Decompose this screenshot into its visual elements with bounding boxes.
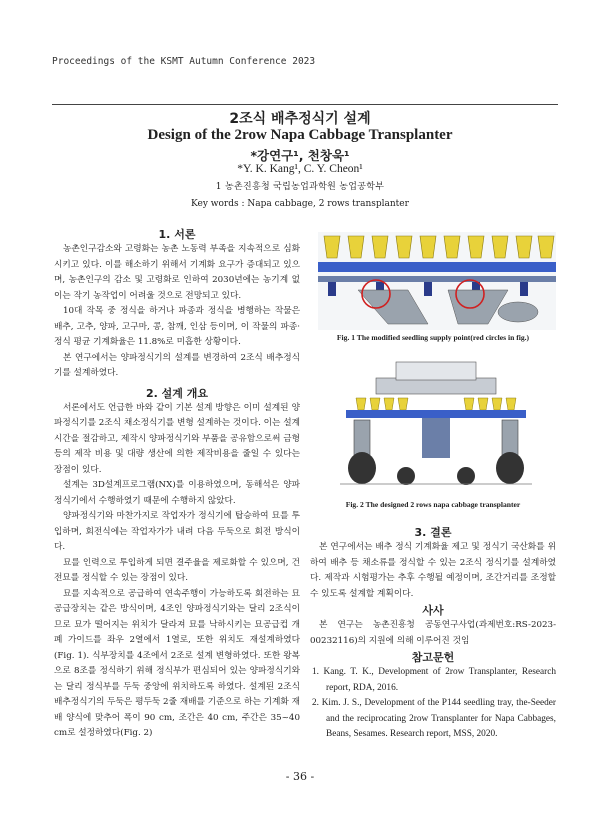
paragraph: 농촌인구감소와 고령화는 농촌 노동력 부족을 지속적으로 심화시키고 있다. 이를 해소하기 위해서 기계화 요구가 증대되고 있으며, 농촌인구의 감소 및 고령화로 인하여 2030년에는 농기계 없이는 작기 농작업이 어려울 것으로 전망되고 있다. [54, 244, 300, 301]
left-column [54, 226, 300, 742]
figure-2-transplanter [336, 350, 536, 492]
authors-english: *Y. K. Kang¹, C. Y. Cheon¹ [237, 163, 363, 175]
section-heading-references: 참고문헌 [411, 651, 455, 664]
reference-item: 1. Kang. T. K., Development of 2row Transplanter, Research report, RDA, 2016. [312, 667, 556, 693]
figure-1-caption: Fig. 1 The modified seedling supply point(red circles in fig.) [336, 333, 530, 342]
paragraph: 양파정식기와 마찬가지로 작업자가 정식기에 탑승하여 묘를 투입하며, 회전식에는 작업자가가 내려 다음 두둑으로 회전 방식이다. [54, 511, 300, 552]
title-english: Design of the 2row Napa Cabbage Transplanter [147, 127, 453, 143]
figure-1-seedling-supply [318, 232, 556, 330]
authors-korean: *강연구¹, 천창욱¹ [250, 148, 350, 163]
paragraph: 묘를 지속적으로 공급하여 연속주행이 가능하도록 회전하는 묘 공급장치는 같은 방식이며, 4조인 양파정식기와는 달리 2조식이므로 묘가 떨어지는 위치가 달라져 묘를 낙하시키는 묘공급컵 개폐 가이드를 좌우 2열에서 1열로, 또한 위치도 재설계하였다(Fig. 1). 식부장치를 4조에서 2조로 설계 변형하였다. 또한 왕복으로 8조를 정식하기 위해 정식부가 편심되어 있는 양파정식기와는 달리 정식부를 두둑 중앙에 위치하도록 하였다. 설계된 2조식 배추정식기의 두둑은 평두둑 2줄 재배를 기준으로 하는 기계화 재배 양식에 맞추어 폭이 90 cm, 조간은 40 cm, 주간은 35~40 cm로 설정하였다(Fig. 2) [54, 588, 300, 738]
affiliation: 1 농촌진흥청 국립농업과학원 농업공학부 [215, 182, 385, 192]
right-column [310, 524, 556, 743]
section-heading-acknowledgment: 사사 [422, 604, 444, 617]
paragraph: 본 연구에서는 배추 정식 기계화율 제고 및 정식기 국산화를 위하여 배추 등 채소류를 정식할 수 있는 2조식 정식기를 설계하였다. 제작과 시험평가는 추후 수행될 예정이며, 조간거리를 조정할 수 있도록 설계할 계획이다. [310, 542, 556, 599]
figure-2-caption: Fig. 2 The designed 2 rows napa cabbage transplanter [345, 500, 521, 509]
header-rule [52, 104, 558, 105]
paragraph: 묘를 인력으로 투입하게 되면 결주율을 제로화할 수 있으며, 건전묘를 정식할 수 있는 장점이 있다. [54, 557, 300, 583]
keywords: Key words : Napa cabbage, 2 rows transplanter [191, 199, 409, 209]
section-heading-overview: 2. 설계 개요 [146, 386, 208, 400]
section-heading-intro: 1. 서론 [158, 228, 196, 241]
page-number: - 36 - [285, 770, 315, 783]
paragraph: 본 연구는 농촌진흥청 공동연구사업(과제번호:RS-2023-00232116)의 지원에 의해 이루어진 것임 [310, 620, 556, 646]
title-korean: 2조식 배추정식기 설계 [229, 111, 371, 127]
paragraph: 설계는 3D설계프로그램(NX)를 이용하였으며, 동해석은 양파정식기에서 수행하였기 때문에 수행하지 않았다. [54, 480, 300, 506]
running-header: Proceedings of the KSMT Autumn Conference 2023 [52, 56, 316, 67]
paragraph: 10대 작목 중 정식을 하거나 파종과 정식을 병행하는 작물은 배추, 고추, 양파, 고구마, 콩, 참깨, 인삼 등이며, 이 작물의 파종·정식 평균 기계화율은 11.8%로 미흡한 상황이다. [54, 306, 300, 347]
paragraph: 본 연구에서는 양파정식기의 설계를 변경하여 2조식 배추정식기를 설계하였다. [54, 352, 300, 378]
reference-item: 2. Kim. J. S., Development of the P144 seedling tray, the-Seeder and the reciprocating 2row Transplanter for Napa Cabbages, Beans, Sesames. Research report, MSS, 2020. [312, 698, 556, 739]
paragraph: 서론에서도 언급한 바와 같이 기본 설계 방향은 이미 설계된 양파정식기를 2조식 채소정식기를 변형 설계하는 것이다. 이는 설계시간을 절감하고, 제작시 양파정식기와 부품을 공유함으로써 금형 등의 제작 비용 및 대량 생산에 의한 제작비용을 줄일 수 있다는 장점이 있다. [54, 402, 300, 475]
section-heading-conclusion: 3. 결론 [414, 526, 452, 539]
